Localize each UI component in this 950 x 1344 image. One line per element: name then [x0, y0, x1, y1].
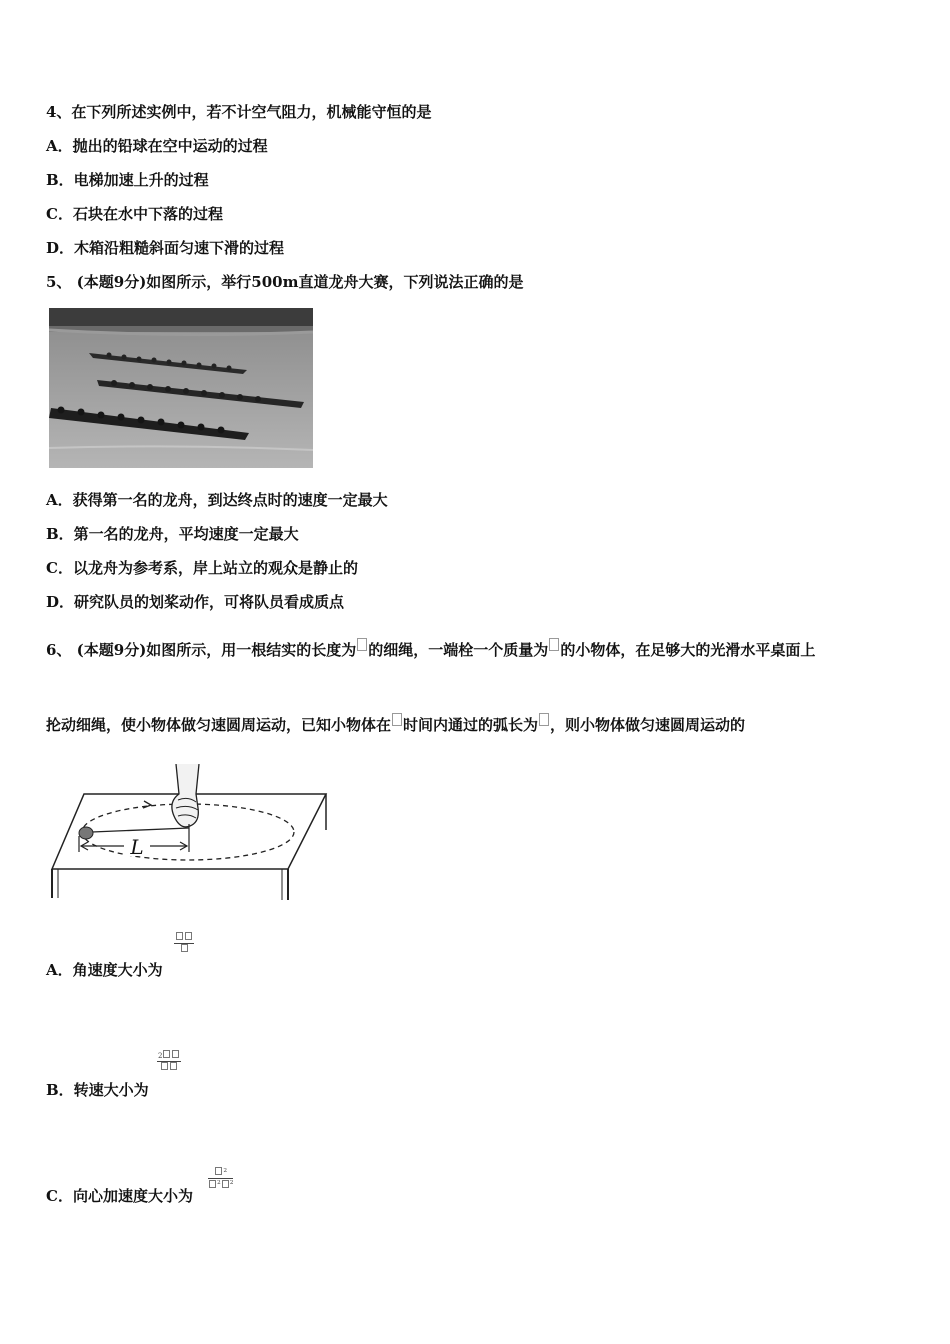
formula-a [174, 932, 194, 955]
formula-c: $\frac{^2}{^2 ^2}$ [208, 1167, 233, 1191]
q4-stem: 4、在下列所述实例中，若不计空气阻力，机械能守恒的是 [46, 103, 432, 121]
placeholder-glyph [539, 713, 549, 726]
formula-b: 2 [157, 1050, 181, 1073]
q5-stem: 5、 (本题9分)如图所示，举行500m直道龙舟大赛，下列说法正确的是 [46, 273, 524, 291]
placeholder-glyph [392, 713, 402, 726]
q6-stem-line1: 6、 (本题9分)如图所示，用一根结实的长度为 的细绳，一端栓一个质量为 的小物体，在足够大的光滑水平桌面上 [46, 638, 815, 660]
q5-option-a: A．获得第一名的龙舟，到达终点时的速度一定最大 [46, 491, 388, 509]
rope-circle-diagram [48, 764, 328, 904]
q5-option-c: C．以龙舟为参考系，岸上站立的观众是静止的 [46, 559, 358, 577]
q4-option-a: A．抛出的铅球在空中运动的过程 [46, 137, 268, 155]
q6-option-a: A．角速度大小为 [46, 961, 163, 979]
placeholder-glyph [549, 638, 559, 651]
q4-option-d: D．木箱沿粗糙斜面匀速下滑的过程 [46, 239, 285, 257]
dragon-boat-photo [49, 308, 313, 468]
q6-stem-line2: 抡动细绳，使小物体做匀速圆周运动，已知小物体在 时间内通过的弧长为 ，则小物体做匀速圆周运动的 [46, 713, 745, 735]
q6-option-c: C．向心加速度大小为 [46, 1187, 193, 1205]
q5-option-d: D．研究队员的划桨动作，可将队员看成质点 [46, 593, 345, 611]
placeholder-glyph [357, 638, 367, 651]
q5-option-b: B．第一名的龙舟，平均速度一定最大 [46, 525, 299, 543]
q4-option-b: B．电梯加速上升的过程 [46, 171, 209, 189]
q6-option-b: B．转速大小为 [46, 1081, 149, 1099]
length-label: L [130, 835, 144, 859]
q4-option-c: C．石块在水中下落的过程 [46, 205, 223, 223]
